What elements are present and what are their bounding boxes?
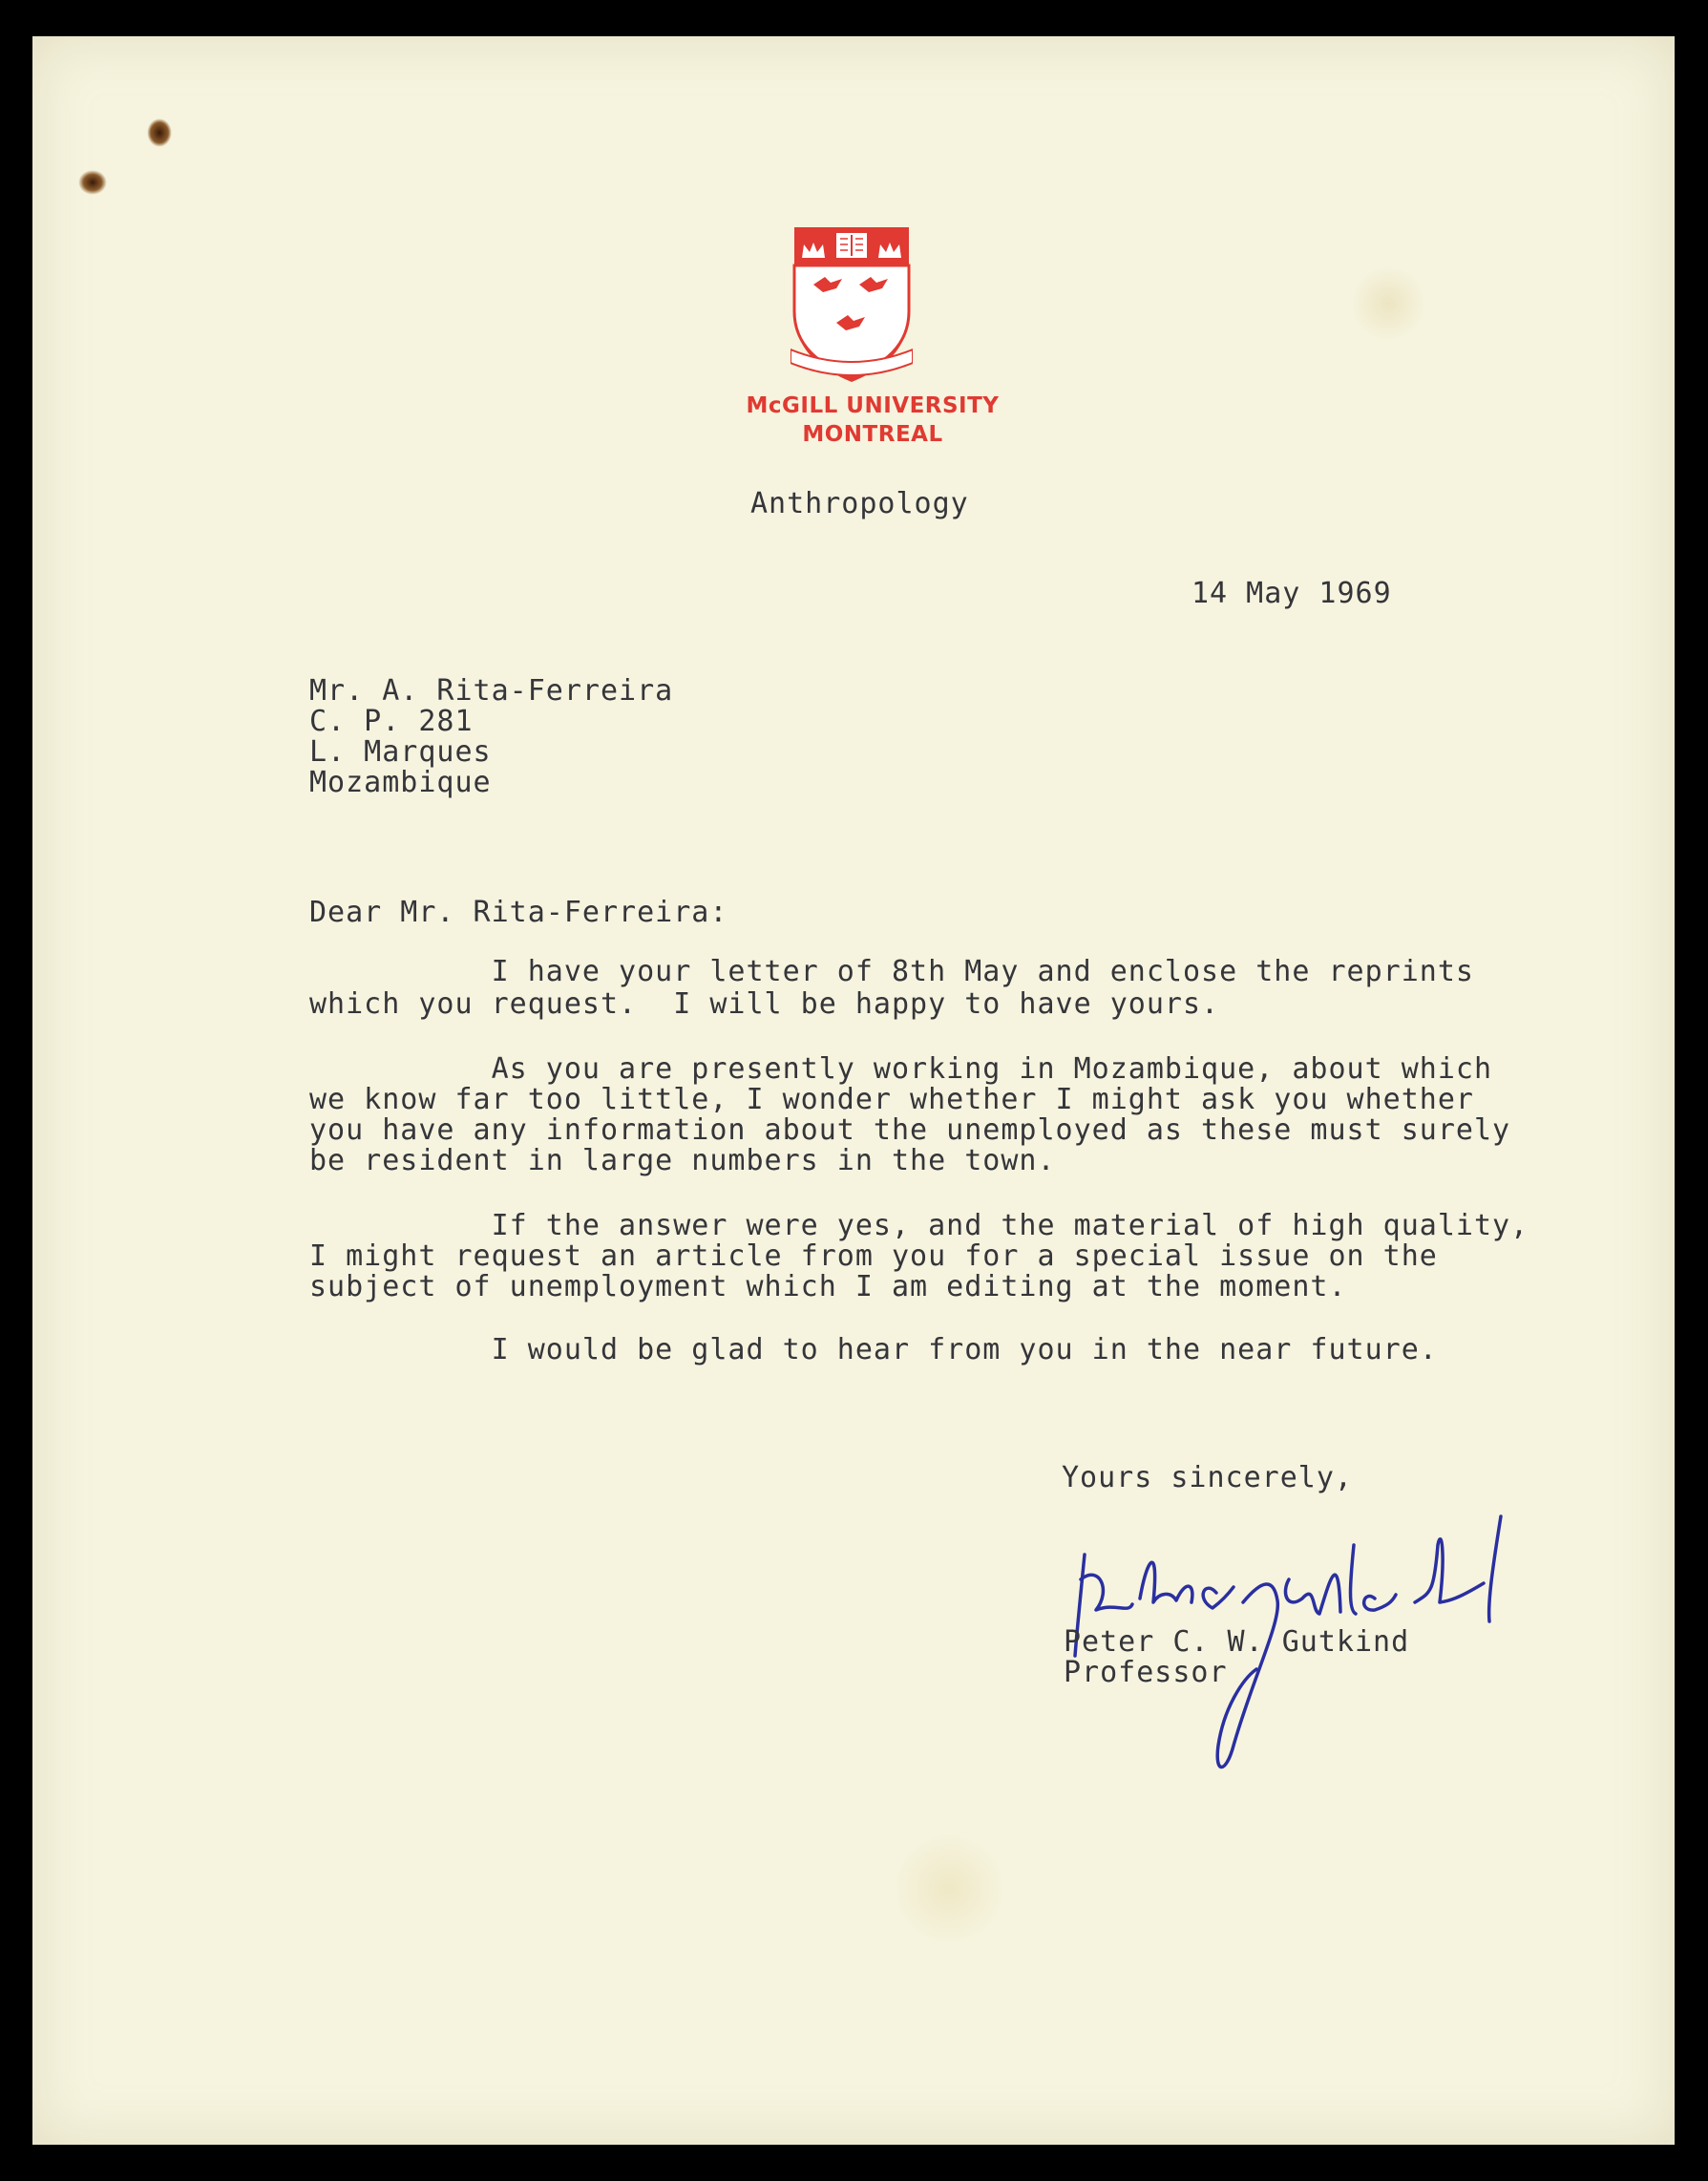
- body-line: If the answer were yes, and the material of high quality,: [309, 1209, 1529, 1242]
- signer-name: Peter C. W. Gutkind: [1064, 1625, 1410, 1659]
- university-city: MONTREAL: [802, 422, 943, 447]
- body-line: you have any information about the unemployed as these must surely: [309, 1113, 1511, 1147]
- letter-page: [32, 36, 1675, 2145]
- body-line: which you request. I will be happy to have yours.: [309, 987, 1220, 1021]
- recipient-line: C. P. 281: [309, 705, 474, 738]
- body-line: I have your letter of 8th May and enclose the reprints: [309, 955, 1474, 988]
- salutation: Dear Mr. Rita-Ferreira:: [309, 896, 728, 929]
- body-line: As you are presently working in Mozambique, about which: [309, 1052, 1492, 1086]
- paper-spot: [1350, 265, 1426, 342]
- body-line: be resident in large numbers in the town.: [309, 1144, 1056, 1177]
- university-name: McGILL UNIVERSITY: [746, 393, 1000, 418]
- mcgill-crest-logo: [791, 223, 913, 386]
- recipient-line: L. Marques: [309, 735, 492, 769]
- recipient-line: Mr. A. Rita-Ferreira: [309, 674, 674, 708]
- paper-spot: [892, 1832, 1006, 1946]
- body-line: I might request an article from you for a special issue on the: [309, 1239, 1438, 1273]
- department: Anthropology: [750, 487, 969, 520]
- closing: Yours sincerely,: [1062, 1461, 1353, 1494]
- signer-title: Professor: [1064, 1656, 1228, 1689]
- rust-stain: [147, 118, 172, 147]
- recipient-line: Mozambique: [309, 766, 492, 799]
- body-line: I would be glad to hear from you in the near future.: [309, 1333, 1438, 1366]
- rust-stain-small: [78, 170, 107, 195]
- body-line: we know far too little, I wonder whether I might ask you whether: [309, 1083, 1474, 1116]
- body-line: subject of unemployment which I am editing at the moment.: [309, 1270, 1347, 1303]
- letter-date: 14 May 1969: [1191, 577, 1392, 610]
